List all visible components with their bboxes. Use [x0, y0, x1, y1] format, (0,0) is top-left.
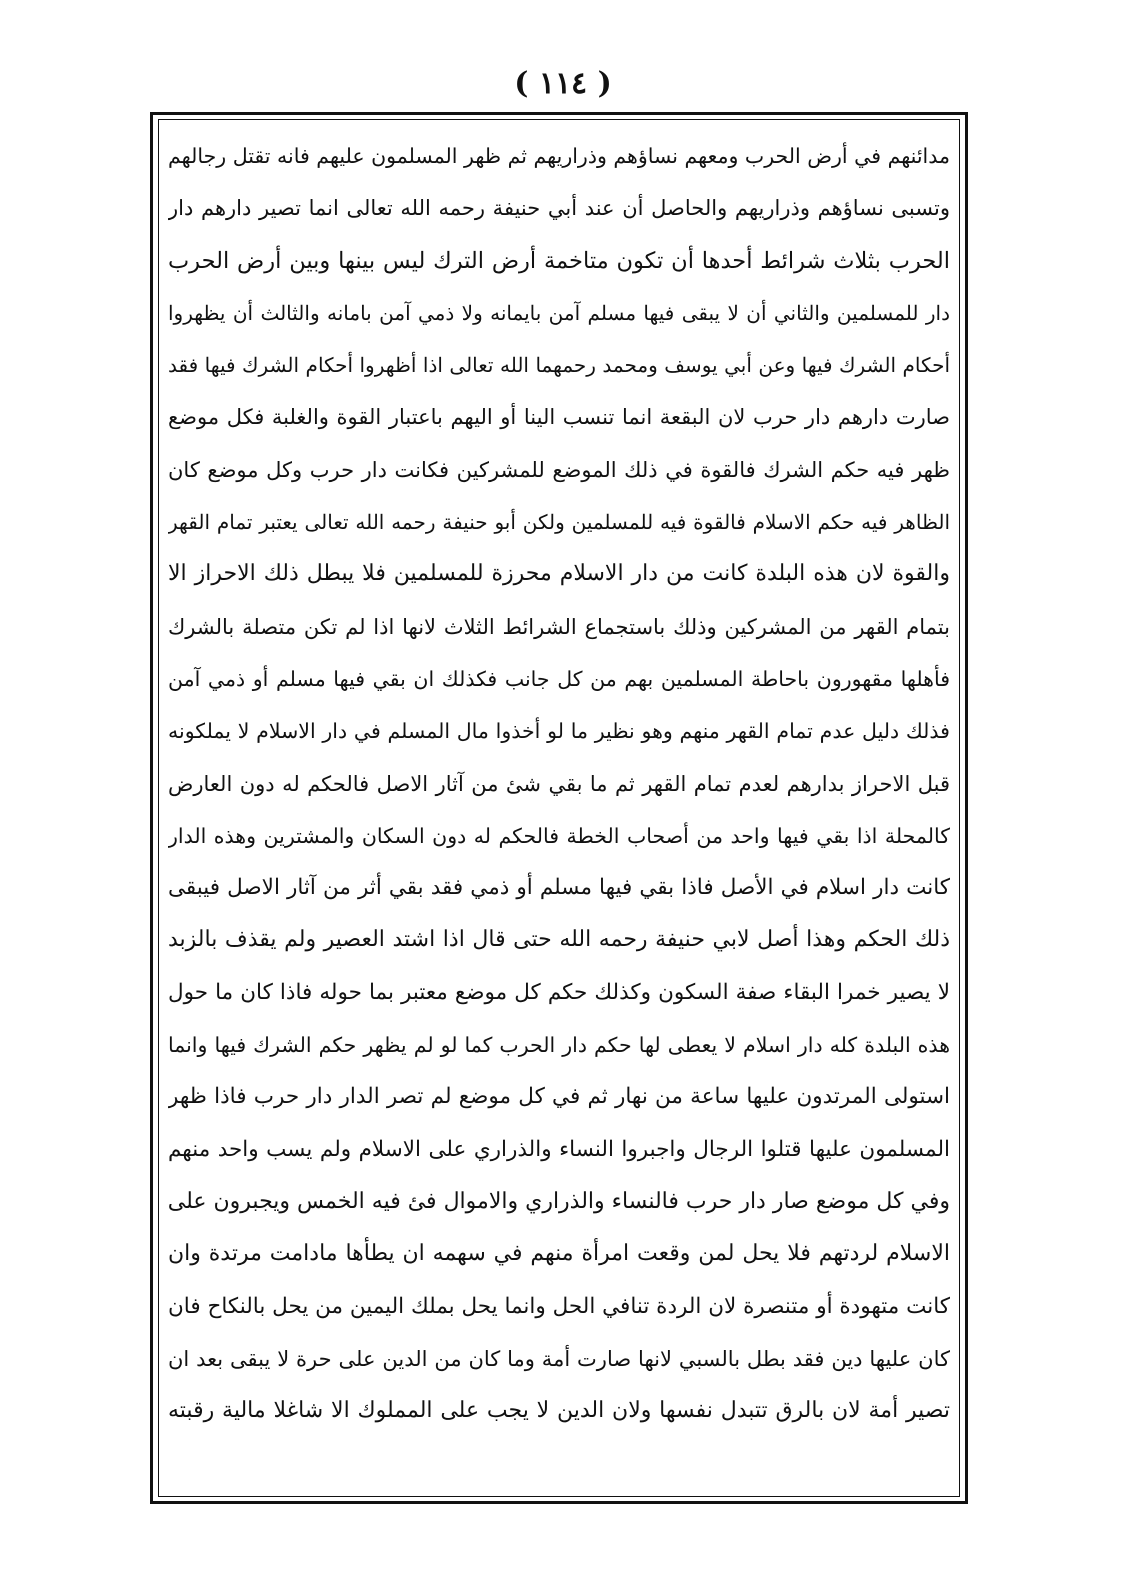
text-line: الاسلام لردتهم فلا يحل لمن وقعت امرأة منهم في سهمه ان يطأها مادامت مرتدة وان — [168, 1241, 950, 1267]
text-line: والقوة لان هذه البلدة كانت من دار الاسلام محرزة للمسلمين فلا يبطل ذلك الاحراز الا — [168, 561, 950, 587]
text-line: مدائنهم في أرض الحرب ومعهم نساؤهم وذراريهم ثم ظهر المسلمون عليهم فانه تقتل رجالهم — [168, 144, 950, 168]
text-body — [168, 130, 950, 1490]
text-line: قبل الاحراز بدارهم لعدم تمام القهر ثم ما بقي شئ من آثار الاصل فالحكم له دون العارض — [168, 771, 950, 796]
text-line: كان عليها دين فقد بطل بالسبي لانها صارت أمة وما كان من الدين على حرة لا يبقى بعد ان — [168, 1346, 950, 1371]
text-line: دار للمسلمين والثاني أن لا يبقى فيها مسلم آمن بايمانه ولا ذمي آمن بامانه والثالث أن يظهروا — [168, 300, 950, 325]
text-line: تصير أمة لان بالرق تتبدل نفسها ولان الدين لا يجب على المملوك الا شاغلا مالية رقبته — [168, 1398, 950, 1424]
text-line: المسلمون عليها قتلوا الرجال واجبروا النساء والذراري على الاسلام ولم يسب واحد منهم — [168, 1136, 950, 1162]
text-line: استولى المرتدون عليها ساعة من نهار ثم في كل موضع لم تصر الدار دار حرب فاذا ظهر — [168, 1084, 950, 1110]
text-line: ظهر فيه حكم الشرك فالقوة في ذلك الموضع للمشركين فكانت دار حرب وكل موضع كان — [168, 457, 950, 482]
text-line: فأهلها مقهورون باحاطة المسلمين بهم من كل جانب فكذلك ان بقي فيها مسلم أو ذمي آمن — [168, 666, 950, 691]
text-line: وتسبى نساؤهم وذراريهم والحاصل أن عند أبي حنيفة رحمه الله تعالى انما تصير دارهم دار — [168, 196, 950, 221]
text-line: وفي كل موضع صار دار حرب فالنساء والذراري والاموال فئ فيه الخمس ويجبرون على — [168, 1188, 950, 1214]
text-line: ذلك الحكم وهذا أصل لابي حنيفة رحمه الله حتى قال اذا اشتد العصير ولم يقذف بالزبد — [168, 927, 950, 953]
text-line: الحرب بثلاث شرائط أحدها أن تكون متاخمة أرض الترك ليس بينها وبين أرض الحرب — [168, 247, 950, 274]
text-line: كانت متهودة أو متنصرة لان الردة تنافي الحل وانما يحل بملك اليمين من يحل بالنكاح فان — [168, 1293, 950, 1319]
text-line: هذه البلدة كله دار اسلام لا يعطى لها حكم دار الحرب كما لو لم يظهر حكم الشرك فيها وانما — [168, 1033, 950, 1058]
text-line: صارت دارهم دار حرب لان البقعة انما تنسب الينا أو اليهم باعتبار القوة والغلبة فكل موضع — [168, 405, 950, 430]
text-line: كالمحلة اذا بقي فيها واحد من أصحاب الخطة فالحكم له دون السكان والمشترين وهذه الدار — [168, 823, 950, 848]
text-line: أحكام الشرك فيها وعن أبي يوسف ومحمد رحمهما الله تعالى اذا أظهروا أحكام الشرك فيها فقد — [168, 353, 950, 378]
text-line: الظاهر فيه حكم الاسلام فالقوة فيه للمسلمين ولكن أبو حنيفة رحمه الله تعالى يعتبر تمام القهر — [168, 510, 950, 535]
text-line: لا يصير خمرا البقاء صفة السكون وكذلك حكم كل موضع معتبر بما حوله فاذا كان ما حول — [168, 979, 950, 1005]
text-line: فذلك دليل عدم تمام القهر منهم وهو نظير ما لو أخذوا مال المسلم في دار الاسلام لا يملكونه — [168, 719, 950, 744]
text-line: بتمام القهر من المشركين وذلك باستجماع الشرائط الثلاث لانها اذا لم تكن متصلة بالشرك — [168, 614, 950, 639]
text-line: كانت دار اسلام في الأصل فاذا بقي فيها مسلم أو ذمي فقد بقي أثر من آثار الاصل فيبقى — [168, 875, 950, 901]
page-number: ( ١١٤ ) — [514, 66, 612, 101]
